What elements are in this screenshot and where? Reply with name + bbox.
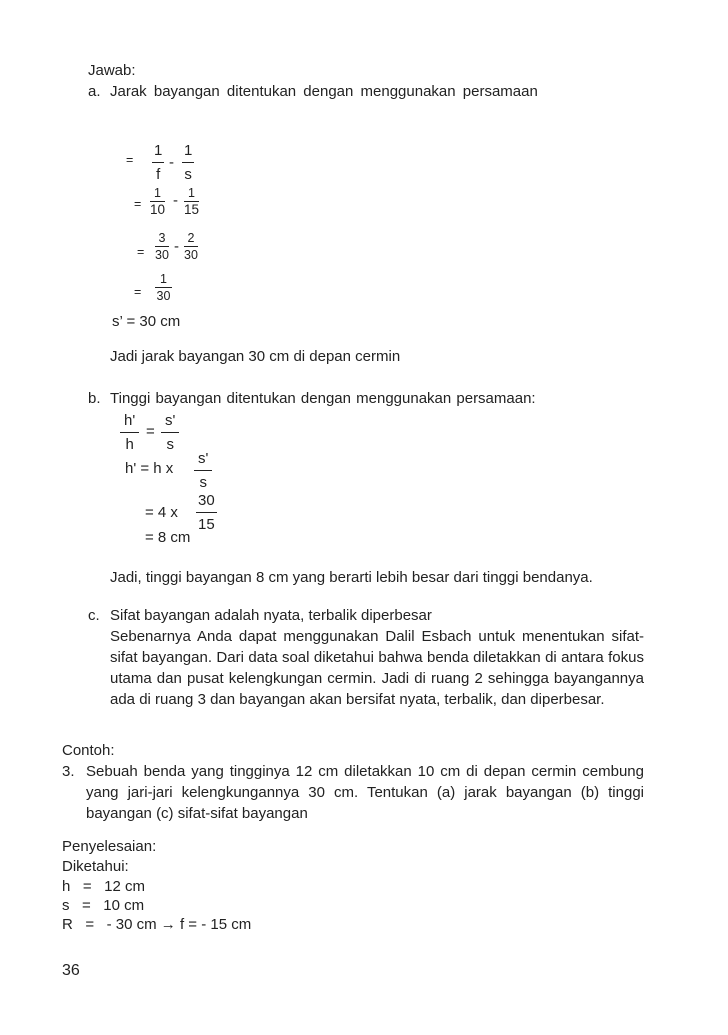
numerator: 3: [155, 231, 169, 247]
numerator: 1: [184, 186, 199, 202]
denominator: s: [199, 474, 207, 491]
numerator: 1: [152, 140, 164, 163]
item-c-line1: Sifat bayangan adalah nyata, terbalik diperbesar: [110, 607, 432, 624]
given-radius: R = - 30 cm → f = - 15 cm: [62, 916, 252, 933]
height-result: = 8 cm: [145, 529, 191, 546]
equals-sign: =: [126, 153, 134, 167]
item-c-marker: c.: [88, 607, 100, 624]
fraction-1-over-10: [150, 186, 165, 217]
given-height: h = 12 cm: [62, 878, 145, 895]
equals-sign: =: [146, 423, 155, 440]
conclusion-a: Jadi jarak bayangan 30 cm di depan cermin: [110, 348, 401, 365]
numerator: 1: [182, 140, 194, 163]
given-distance: s = 10 cm: [62, 897, 145, 914]
denominator: 15: [184, 202, 200, 217]
fraction-s-prime-over-s: [161, 410, 179, 455]
numerator: 2: [184, 231, 198, 247]
numerator: 1: [150, 186, 165, 202]
conclusion-b: Jadi, tinggi bayangan 8 cm yang berarti lebih besar dari tinggi bendanya.: [110, 569, 593, 586]
denominator: 30: [184, 248, 198, 262]
equals-sign: =: [137, 245, 145, 259]
result-image-distance: s’ = 30 cm: [112, 313, 181, 330]
denominator: 10: [150, 202, 166, 217]
minus-sign: -: [173, 192, 178, 209]
fraction-1-over-30: [155, 272, 172, 303]
numerator: 30: [196, 490, 217, 513]
fraction-30-over-15: [196, 490, 217, 535]
fraction-s-prime-over-s: [194, 448, 212, 493]
item-b-marker: b.: [88, 390, 101, 407]
page-number: 36: [62, 962, 80, 979]
item-c-paragraph: Sebenarnya Anda dapat menggunakan Dalil Esbach untuk menentukan sifat-sifat bayangan. Dari data soal diketahui bahwa benda diletakkan di antara fokus utama dan pusat kelengkungan cermin. Jadi di ruang 2 sehingga bayangannya ada di ruang 3 dan bayangan akan bersifat nyata, terbalik, dan diperbesar.: [110, 628, 644, 708]
denominator: 15: [198, 516, 215, 533]
numerator: h': [120, 410, 139, 433]
numerator: s': [161, 410, 179, 433]
numerator: 1: [155, 272, 172, 288]
solution-label: Penyelesaian:: [62, 838, 157, 855]
denominator: f: [156, 166, 161, 183]
fraction-h-prime-over-h: [120, 410, 139, 455]
fraction-1-over-f: [152, 140, 164, 185]
denominator: 30: [156, 289, 171, 303]
denominator: s: [166, 436, 174, 453]
question-3-marker: 3.: [62, 763, 75, 780]
denominator: 30: [155, 248, 169, 262]
numerator: s': [194, 448, 212, 471]
item-a-text: Jarak bayangan ditentukan dengan menggunakan persamaan: [110, 83, 538, 100]
height-substitution: = 4 x: [145, 504, 178, 521]
fraction-2-over-30: [184, 231, 198, 262]
equals-sign: =: [134, 285, 142, 299]
denominator: h: [125, 436, 134, 453]
item-b-text: Tinggi bayangan ditentukan dengan menggunakan persamaan:: [110, 390, 536, 407]
fraction-3-over-30: [155, 231, 169, 262]
given-label: Diketahui:: [62, 858, 129, 875]
minus-sign: -: [174, 238, 179, 255]
example-label: Contoh:: [62, 742, 115, 759]
fraction-1-over-15: [184, 186, 199, 217]
item-a-marker: a.: [88, 83, 101, 100]
fraction-1-over-s: [182, 140, 194, 185]
minus-sign: -: [169, 154, 174, 171]
denominator: s: [184, 166, 192, 183]
height-formula: h' = h x: [125, 460, 174, 477]
answer-label: Jawab:: [88, 62, 136, 79]
equals-sign: =: [134, 197, 142, 211]
question-3-text: Sebuah benda yang tingginya 12 cm diletakkan 10 cm di depan cermin cembung yang jari-jari kelengkungannya 30 cm. Tentukan (a) jarak bayangan (b) tinggi bayangan (c) sifat-sifat bayangan: [86, 763, 644, 822]
